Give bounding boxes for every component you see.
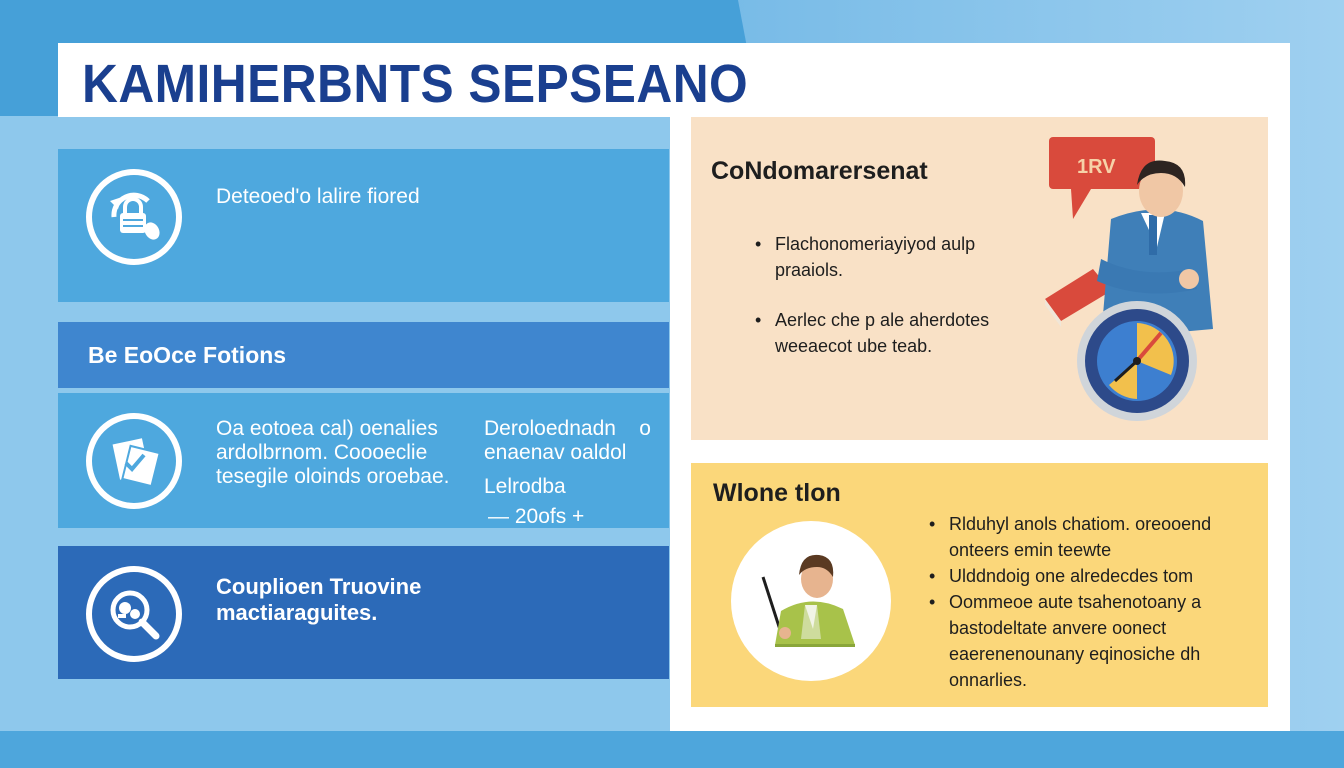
section-heading: Be EoOce Fotions [88, 342, 287, 368]
info-card-2-bullets [927, 511, 1247, 693]
detail-line-2: enaenav oaldol [484, 441, 627, 464]
list-item: • Ulddndoig one alredecdes tom [927, 563, 1247, 589]
feature-block-1-text: Deteoed'o lalire fiored [216, 185, 420, 208]
feature-block-1 [58, 149, 669, 302]
background-bottom-band [0, 731, 1344, 768]
feature-block-4 [58, 546, 669, 679]
lock-refresh-icon [86, 169, 182, 265]
list-item: • Rlduhyl anols chatiom. oreooend onteers emin teewte [927, 511, 1247, 563]
info-card-1 [691, 117, 1268, 440]
teacher-pointer-icon [731, 521, 891, 681]
info-card-2-title: Wlone tlon [713, 479, 841, 507]
document-check-icon [86, 413, 182, 509]
search-gears-icon [86, 566, 182, 662]
title-bar [58, 43, 1290, 117]
feature-block-3-details [484, 417, 651, 529]
page-title: KAMIHERBNTS SEPSEANO [82, 54, 749, 114]
list-item: • Oommeoe aute tsahenotoany a bastodeltate anvere oonect eaerenenounany eqinosiche dh onnarlies. [927, 589, 1247, 693]
list-item: • Aerlec che p ale aherdotes weeaecot ube teab. [753, 307, 1043, 359]
feature-block-4-text: Couplioen Truovine mactiaraguites. [216, 574, 422, 625]
list-item: • Flachonomeriayiyod aulp praaiols. [753, 231, 1043, 283]
detail-line-3: Lelrodba [484, 475, 566, 498]
detail-line-4: — 20ofs + [488, 505, 585, 528]
feature-block-3 [58, 393, 669, 528]
info-card-1-title: CoNdomarersenat [711, 157, 928, 185]
man-with-clock-icon [1031, 129, 1251, 429]
badge-text: 1RV [1077, 156, 1116, 178]
section-heading-block [58, 322, 669, 388]
feature-block-3-description: Oa eotoea cal) oenalies ardolbrnom. Coooeclie tesegile oloinds oroebae. [216, 417, 450, 488]
info-card-2 [691, 463, 1268, 707]
info-card-1-bullets [753, 231, 1043, 383]
detail-line-1: Deroloednadn o [484, 417, 651, 440]
